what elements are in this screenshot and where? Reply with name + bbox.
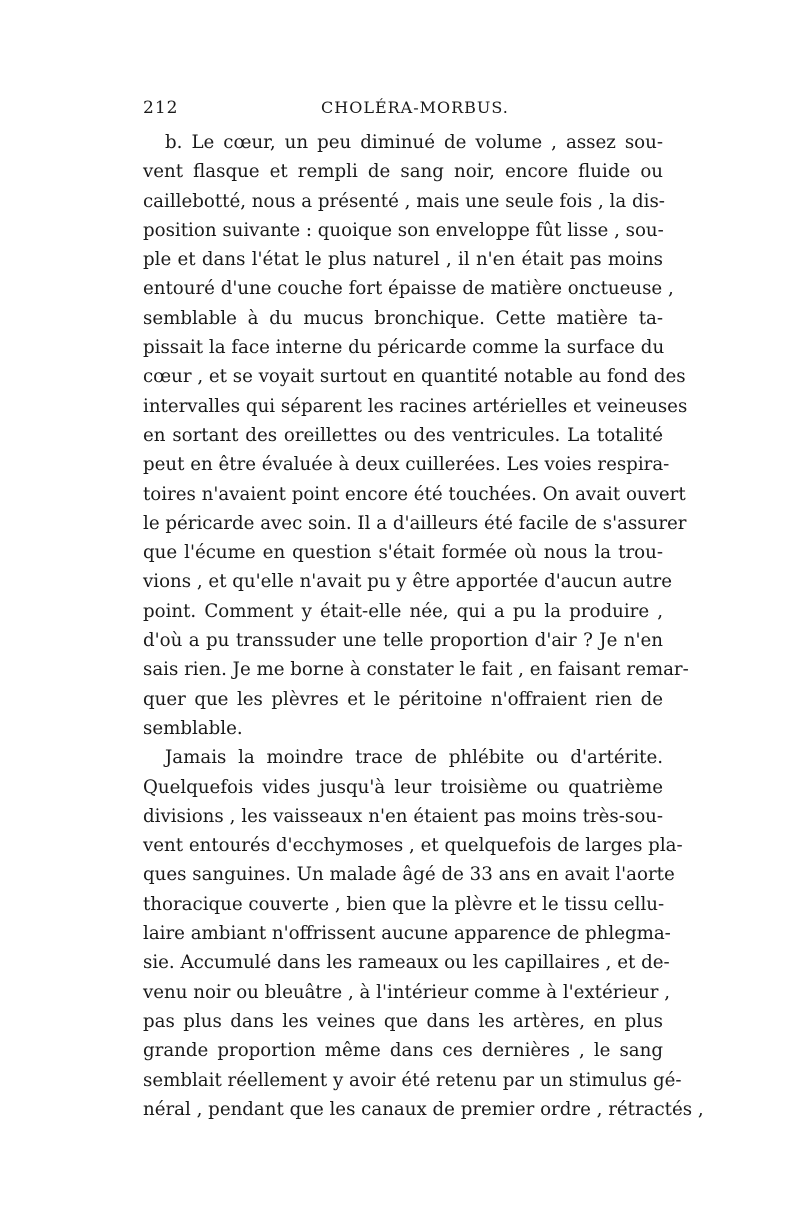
text-line: point. Comment y était-elle née, qui a pu la produire ,: [143, 600, 663, 622]
text-line: en sortant des oreillettes ou des ventricules. La totalité: [143, 424, 663, 446]
text-line: le péricarde avec soin. Il a d'ailleurs été facile de s'assurer: [143, 512, 687, 534]
text-line: venu noir ou bleuâtre , à l'intérieur comme à l'extérieur ,: [143, 981, 670, 1003]
text-line: grande proportion même dans ces dernières , le sang: [143, 1040, 663, 1062]
text-line: quer que les plèvres et le péritoine n'offraient rien de: [143, 688, 663, 710]
running-title: CHOLÉRA-MORBUS.: [321, 98, 509, 117]
text-line: pas plus dans les veines que dans les artères, en plus: [143, 1010, 663, 1032]
text-line: Quelquefois vides jusqu'à leur troisième ou quatrième: [143, 776, 663, 798]
page-number: 212: [143, 98, 179, 118]
text-line: sie. Accumulé dans les rameaux ou les capillaires , et de-: [143, 952, 670, 974]
text-line: b. Le cœur, un peu diminué de volume , assez sou-: [165, 132, 663, 153]
text-line: vent entourés d'ecchymoses , et quelquefois de larges pla-: [143, 835, 683, 857]
text-line: divisions , les vaisseaux n'en étaient pas moins très-sou-: [143, 805, 663, 827]
text-line: que l'écume en question s'était formée où nous la trou-: [143, 542, 663, 564]
page-header: [143, 98, 663, 122]
text-line: intervalles qui séparent les racines artérielles et veineuses: [143, 395, 688, 417]
text-line: vions , et qu'elle n'avait pu y être apportée d'aucun autre: [143, 571, 672, 593]
text-line: ques sanguines. Un malade âgé de 33 ans en avait l'aorte: [143, 864, 675, 886]
text-line: thoracique couverte , bien que la plèvre et le tissu cellu-: [143, 893, 665, 915]
text-line: caillebotté, nous a présenté , mais une seule fois , la dis-: [143, 190, 665, 212]
text-line: sais rien. Je me borne à constater le fait , en faisant remar-: [143, 659, 689, 681]
text-line: semblable à du mucus bronchique. Cette matière ta-: [143, 307, 663, 329]
text-line: d'où a pu transsuder une telle proportion d'air ? Je n'en: [143, 630, 663, 652]
text-line: Jamais la moindre trace de phlébite ou d'artérite.: [165, 747, 663, 769]
text-line: pissait la face interne du péricarde comme la surface du: [143, 337, 665, 359]
text-line: vent flasque et rempli de sang noir, encore fluide ou: [143, 161, 663, 183]
text-line: cœur , et se voyait surtout en quantité notable au fond des: [143, 366, 686, 388]
body-text: [143, 128, 704, 1124]
text-line: ple et dans l'état le plus naturel , il n'en était pas moins: [143, 249, 663, 271]
text-line: néral , pendant que les canaux de premier ordre , rétractés ,: [143, 1098, 704, 1120]
text-line: entouré d'une couche fort épaisse de matière onctueuse ,: [143, 278, 674, 300]
text-line: position suivante : quoique son enveloppe fût lisse , sou-: [143, 219, 664, 241]
text-line: semblable.: [143, 717, 243, 739]
text-line: laire ambiant n'offrissent aucune apparence de phlegma-: [143, 923, 671, 945]
text-line: peut en être évaluée à deux cuillerées. Les voies respira-: [143, 454, 670, 476]
text-line: semblait réellement y avoir été retenu par un stimulus gé-: [143, 1069, 682, 1091]
text-line: toires n'avaient point encore été touchées. On avait ouvert: [143, 483, 686, 505]
